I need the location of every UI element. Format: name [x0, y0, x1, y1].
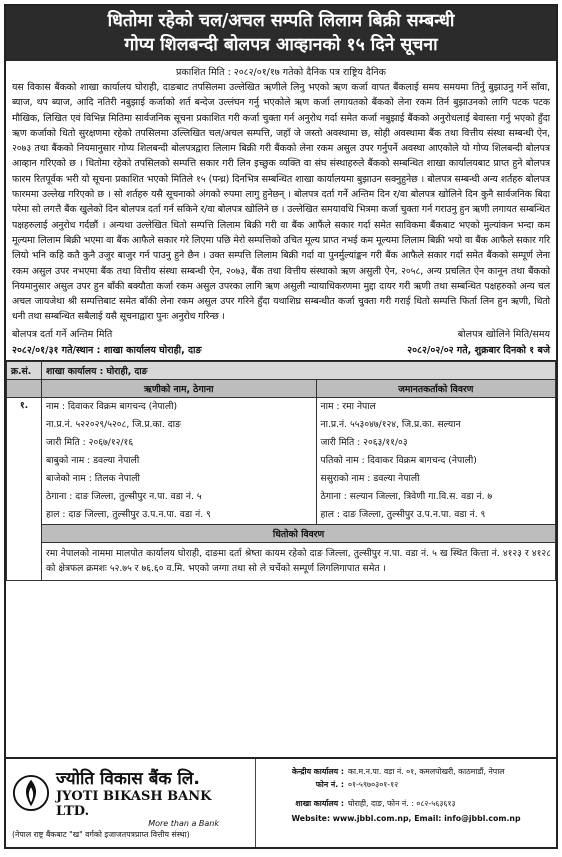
guarantor-line: ठेगाना : सल्यान जिल्ला, त्रिवेणी गा.वि.स. वडा नं. ७	[320, 490, 493, 502]
guarantor-line: नाम : रमा नेपाल	[320, 400, 376, 412]
guarantor-line: ना.प्र.नं. ५५३०४७/१२४, जि.प्र.का. सल्यान	[320, 418, 461, 430]
bank-name-block	[56, 766, 249, 819]
guarantor-line: पतिको नाम : दिवाकर विक्रम बागचन्द (नेपाली)	[320, 454, 477, 466]
collateral-text: रमा नेपालको नाममा मालपोत कार्यालय घोराही, दाङमा दर्ता श्रेष्ता कायम रहेको दाङ जिल्ला, तुल्सीपुर न.पा. वडा नं. ५ ख स्थित कित्ता नं. ४१२३ र ४१२८ को क्षेत्रफल क्रमशः ५२.७५ र ७६.६० व.मि. भएको जग्गा तथा सो ले चर्चेको सम्पूर्ण लिगलिगापात समेत ।	[42, 542, 556, 580]
branch-value: घोराही, दाङ, फोन नं. : ०८२-५६३६१३	[348, 799, 456, 808]
collateral-header: धितोको विवरण	[42, 524, 556, 542]
published-date: प्रकाशित मिति : २०८२/०१/१७ गतेको दैनिक पत्र राष्ट्रिय दैनिक	[176, 67, 386, 78]
guarantor-line: हाल : दाङ जिल्ला, तुल्सीपुर उ.प.न.पा. वडा नं. ९	[320, 508, 486, 520]
branch-header: शाखा कार्यालय : घोराही, दाङ	[42, 361, 556, 379]
title-line-1: धितोमा रहेको चल/अचल सम्पति लिलाम बिक्री सम्बन्धी	[107, 11, 455, 31]
hq-row	[262, 765, 550, 778]
website-link[interactable]: Website: www.jbbl.com.np, Email: info@jbbl.com.np	[291, 814, 521, 823]
borrower-line: ठेगाना : दाङ जिल्ला, तुल्सीपुर न.पा. वडा नं. ५	[46, 490, 202, 502]
borrower-details	[42, 397, 317, 524]
hq-phone-row	[262, 778, 550, 791]
table-row	[7, 397, 556, 524]
opening-value: २०८२/०२/०२ गते, शुक्रबार दिनको १ बजे	[407, 344, 550, 356]
notice-page	[4, 4, 558, 849]
hq-value: का.म.न.पा. वडा नं. ०१, कमलपोखरी, काठमाडौं, नेपाल	[348, 767, 505, 776]
guarantor-header: जमानतकर्ताको विवरण	[316, 379, 556, 397]
notice-body: यस विकास बैंकको शाखा कार्यालय घोराही, दाङबाट तपसिलमा उल्लेखित ऋणीले लिनु भएको ऋण कर्जा वापत बैंकलाई समय समयमा तिर्नु बुझाउनु गर्ने साँवा, ब्याज, थप ब्याज, आदि नतिरी नबुझाई कर्जाको शर्त बन्देज उल्लंघन गर्नु भएकोले ऋण कर्जा लगायतको बैंकको लेना रकम तिर्न बुझाउनको लागि पटक पटक मौखिक, लिखित एवं विभिन्न मितिमा सार्वजनिक सूचना प्रकाशित गरी कर्जा चुक्ता गर्न अनुरोध गर्दा समेत कर्जा नबुझाई बैंकको अनुरोधलाई बेवास्ता गर्नु भएको हुँदा ऋण कर्जाको धितो सुरक्षणमा रहेको तपसिलमा उल्लिखित चल/अचल सम्पत्ति, जहाँ जे जस्तो अवस्थामा छ, सोही अवस्थामा बैंक तथा वित्तीय संस्था सम्बन्धी ऐन, २०७३ तथा बैंकको नियमानुसार गोप्य शिलबन्दी बोलपत्रद्वारा लिलाम बिक्री गरी बैंकको लेना रकम असुल उपर गर्नुपर्ने अवस्था आएकोले यो गोप्य शिलबन्दी बोलपत्र आव्हान गरिएको छ । धितोमा रहेको तपसिलको सम्पत्ति सकार गरी लिन इच्छुक व्यक्ति वा संघ संस्थाहरुले बैंकको सम्बन्धित शाखा कार्यालयबाट प्राप्त हुने बोलपत्र फारम रितपूर्वक भरी यो सूचना प्रकाशित भएको मितिले १५ (पन्ध्र) दिनभित्र सम्बन्धित शाखा कार्यालयमा बुझाउन सक्नुहुनेछ । बोलपत्र सम्बन्धी अन्य शर्तहरु बोलपत्र फारममा उल्लेख गरिएको छ । सो शर्तहरु यसै सूचनाको अंगको रुपमा लागु हुनेछन् । बोलपत्र दर्ता गर्ने अन्तिम दिन र/वा बोलपत्र खोलिने दिन कुनै सार्वजनिक बिदा परेमा सो लगत्तै बैंक खुलेको दिन बोलपत्र दर्ता गर्न सकिने र/वा बोलपत्र खोलिने छ । उल्लेखित समयावधि भित्रमा कर्जा चुक्ता गर्न गराउनु हुन ऋणी लगायत सम्बन्धित पक्षहरुलाई अनुरोध गर्दछौं । अन्यथा उल्लेखित धितो सम्पत्ति लिलाम बिक्री गरी वा बैंक आफैंले सकार गर्दा समेत साविकमा बैंकबाट भएको मुल्यांकन भन्दा कम मूल्यमा लिलाम बिक्री भएमा वा बैंक आफैले सकार गरे लिएमा पछि मेरो सम्पत्तिको उचित मूल्य प्राप्त नभई कम मूल्यमा लिलाम बिक्री भयो वा बैंक आफैले सकार गरि लियो भनि कहि कतै कुनै उजुर बाजुर गर्न पाउनु हुने छैन । उक्त सम्पत्ति लिलाम बिक्री गर्दा वा पुनर्मुल्यांङ्कन गरी बैंक आफैले सकार गर्दा समेत बैंकको सम्पूर्ण लेना रकम असुल उपर नभएमा बैंक तथा वित्तीय संस्था सम्बन्धी ऐन, २०७३, बैंक तथा वित्तीय संस्थाको ऋण असुली ऐन, २०५८, अन्य प्रचलित ऐन कानून तथा बैंकको नियमानुसार असुल उपर हुन बाँकी बक्यौता कर्जा रकम असुल उपरका लागि ऋण असुली न्यायाधिकरणमा मुद्दा दायर गरी ऋणी तथा सम्बन्धित पक्षहरुको अन्य चल अचल जायजेथा श्री सम्पत्तिबाट समेत बाँकी लेना रकम असुल उपर गरिने हुँदा यथाशिघ्र सम्बन्धीत कर्जा चुक्ता गरी गराई धितो सम्पत्ति फिर्ता लिन हुन ऋणी, धितो धनी तथा सम्बन्धित सबैलाई यसै सूचनाद्वारा पुनः अनुरोध गरिन्छ ।	[12, 82, 550, 323]
collateral-header-row	[7, 524, 556, 542]
guarantor-details	[316, 397, 556, 524]
date-values-row	[6, 340, 556, 361]
opening-label: बोलपत्र खोलिने मिति/समय	[457, 328, 550, 340]
borrower-line: नाम : दिवाकर विक्रम बागचन्द (नेपाली)	[46, 400, 178, 412]
hq-label: केन्द्रीय कार्यालय :	[292, 767, 344, 776]
branch-row	[262, 797, 550, 810]
date-labels-row	[6, 325, 556, 340]
column-header-row	[7, 379, 556, 397]
bank-name-en: JYOTI BIKASH BANK LTD.	[56, 789, 212, 819]
borrower-line: बाबुको नाम : डवल्या नेपाली	[46, 454, 140, 466]
bank-logo-block	[6, 759, 256, 847]
sn-blank	[7, 379, 42, 397]
bank-license: (नेपाल राष्ट्र बैंकबाट "ख" वर्गको इजाजतपत्रप्राप्त वित्तीय संस्था)	[12, 830, 190, 839]
bank-contact	[256, 759, 556, 847]
title-line-2: गोप्य शिलबन्दी बोलपत्र आव्हानको १५ दिने सूचना	[124, 35, 438, 55]
logo-row	[12, 766, 249, 819]
deadline-value: २०८२/०१/३१ गते/स्थान : शाखा कार्यालय घोराही, दाङ	[12, 344, 202, 356]
branch-label: शाखा कार्यालय :	[295, 799, 344, 808]
borrower-header: ऋणीको नाम, ठेगाना	[42, 379, 317, 397]
borrower-line: बाजेको नाम : तिलक नेपाली	[46, 472, 140, 484]
jyoti-flame-logo-icon	[12, 774, 50, 812]
hq-phone: ०१-५९७०३०१-१२	[348, 780, 399, 789]
bank-name-np: ज्योति विकास बैंक लि.	[56, 769, 200, 789]
row-sn: १.	[7, 397, 42, 580]
borrower-line: ना.प्र.नं. ५२२०२९/५२०८, जि.प्र.का. दाङ	[46, 418, 181, 430]
bank-tagline: More than a Bank	[148, 819, 219, 828]
sn-header: क्र.सं.	[7, 361, 42, 379]
guarantor-line: ससुराको नाम : डवल्या नेपाली	[320, 472, 420, 484]
bank-footer	[6, 757, 556, 847]
guarantor-line: जारी मिति : २०६३/११/०३	[320, 436, 408, 448]
borrower-line: जारी मिति : २०६७/१२/१६	[46, 436, 134, 448]
details-table	[6, 361, 556, 581]
borrower-line: हाल : दाङ जिल्ला, तुल्सीपुर उ.प.न.पा. वडा नं. ९	[46, 508, 211, 520]
notice-title	[6, 6, 556, 61]
phone-label: फोन नं. :	[315, 780, 344, 789]
branch-header-row	[7, 361, 556, 379]
collateral-row	[7, 542, 556, 580]
deadline-label: बोलपत्र दर्ता गर्ने अन्तिम मिति	[12, 328, 113, 340]
